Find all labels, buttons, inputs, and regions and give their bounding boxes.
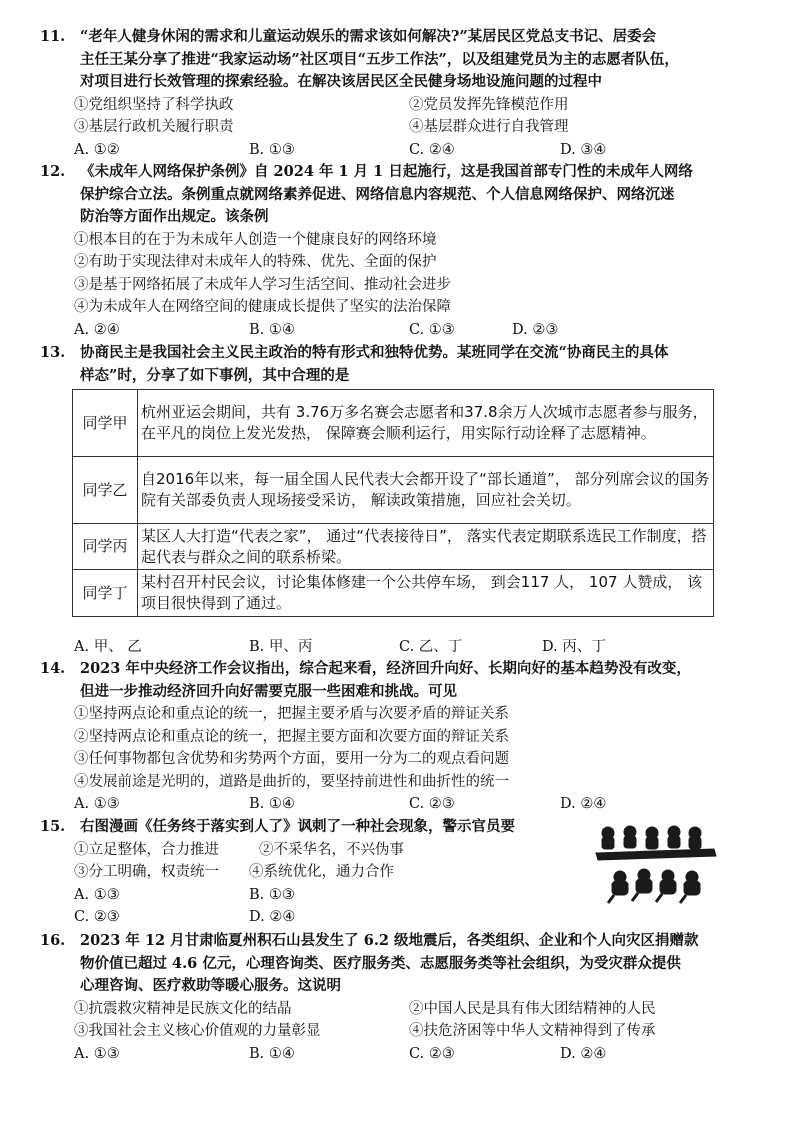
case-text: 某村召开村民会议，讨论集体修建一个公共停车场， 到会117 人， 107 人赞成， 该项目很快得到了通过。 (138, 570, 714, 617)
statement-item: ①坚持两点论和重点论的统一，把握主要矛盾与次要矛盾的辩证关系 (74, 706, 509, 722)
cartoon-illustration (594, 823, 726, 909)
table-row (73, 524, 714, 570)
question-stem: 2023 年 12 月甘肃临夏州积石山县发生了 6.2 级地震后，各类组织、企业和个人向灾区捐赠款 (80, 932, 699, 949)
question-stem: 物价值已超过 4.6 亿元，心理咨询类、医疗服务类、志愿服务类等社会组织，为受灾群众提供 (80, 954, 681, 972)
statement-item: ②坚持两点论和重点论的统一，把握主要方面和次要方面的辩证关系 (74, 728, 509, 745)
table-row (73, 457, 714, 524)
question-stem: 保护综合立法。条例重点就网络素养促进、网络信息内容规范、个人信息网络保护、网络沉迷 (80, 185, 675, 203)
question-12 (40, 161, 760, 341)
cartoon-figure-group-bottom (608, 869, 700, 903)
answer-option: C. ①③ (409, 321, 455, 338)
question-number: 14. (40, 660, 66, 677)
question-16 (40, 930, 760, 1065)
statement-item: ①根本目的在于为未成年人创造一个健康良好的网络环境 (74, 231, 437, 248)
cartoon-plank (596, 849, 716, 860)
cartoon-figure-group-top (602, 826, 701, 849)
question-number: 11. (40, 28, 66, 45)
answer-option: C. ②③ (409, 1045, 455, 1062)
answer-option: B. ①④ (249, 796, 295, 812)
question-13-options (40, 636, 760, 659)
statement-item: ③我国社会主义核心价值观的力量彰显 (74, 1023, 321, 1039)
answer-option: A. ①③ (74, 886, 120, 903)
statement-item: ②有助于实现法律对未成年人的特殊、优先、全面的保护 (74, 254, 437, 270)
statement-item: ④为未成年人在网络空间的健康成长提供了坚实的法治保障 (74, 299, 451, 315)
answer-option: A. ①② (74, 141, 120, 158)
question-stem: 对项目进行长效管理的探索经验。在解决该居民区全民健身场地设施问题的过程中 (80, 73, 602, 90)
answer-option: C. ②④ (409, 141, 455, 158)
question-stem: 防治等方面作出规定。该条例 (80, 208, 269, 225)
statement-item: ④系统优化，通力合作 (249, 864, 394, 880)
statement-item: ③基层行政机关履行职责 (74, 119, 234, 135)
student-label: 同学乙 (73, 457, 138, 524)
question-stem: 《未成年人网络保护条例》自 2024 年 1 月 1 日起施行，这是我国首部专门性的未成年人网络 (80, 163, 693, 180)
question-number: 13. (40, 344, 66, 361)
question-stem: 但进一步推动经济回升向好需要克服一些困难和挑战。可见 (80, 682, 457, 700)
answer-option: B. ①③ (249, 141, 295, 158)
statement-item: ②中国人民是具有伟大团结精神的人民 (409, 1000, 656, 1017)
question-13 (40, 342, 760, 387)
case-text: 自2016年以来，每一届全国人民代表大会都开设了“部长通道”， 部分列席会议的国务院有关部委负责人现场接受采访， 解读政策措施，回应社会关切。 (138, 457, 714, 524)
answer-option: C. ②③ (74, 909, 120, 925)
table-row (73, 570, 714, 617)
statement-item: ③是基于网络拓展了未成年人学习生活空间、推动社会进步 (74, 276, 451, 293)
statement-item: ④扶危济困等中华人文精神得到了传承 (409, 1023, 656, 1039)
answer-option: A. ①③ (74, 796, 120, 812)
question-stem: 右图漫画《任务终于落实到人了》讽刺了一种社会现象，警示官员要 (80, 818, 515, 835)
answer-option: A. ②④ (74, 321, 120, 338)
statement-item: ①抗震救灾精神是民族文化的结晶 (74, 1000, 292, 1017)
case-text: 某区人大打造“代表之家”， 通过“代表接待日”， 落实代表定期联系选民工作制度，搭起代表与群众之间的联系桥梁。 (138, 524, 714, 570)
question-stem: “老年人健身休闲的需求和儿童运动娱乐的需求该如何解决?”某居民区党总支书记、居委会 (80, 28, 657, 45)
statement-item: ④发展前途是光明的，道路是曲折的，要坚持前进性和曲折性的统一 (74, 773, 509, 790)
student-label: 同学丙 (73, 524, 138, 570)
table-row (73, 390, 714, 457)
question-number: 12. (40, 163, 66, 180)
answer-option: D. ②④ (560, 796, 607, 812)
answer-option: D. ②④ (560, 1045, 607, 1062)
statement-item: ②党员发挥先锋模范作用 (409, 96, 569, 113)
statement-item: ③分工明确，权责统一 (74, 864, 219, 880)
answer-option: B. ①④ (249, 1045, 295, 1062)
answer-option: B. ①③ (249, 886, 295, 903)
answer-option: A. 甲、 乙 (74, 639, 142, 655)
question-number: 16. (40, 932, 66, 949)
question-stem: 协商民主是我国社会主义民主政治的特有形式和独特优势。某班同学在交流“协商民主的具体 (80, 344, 669, 361)
student-label: 同学丁 (73, 570, 138, 617)
case-text: 杭州亚运会期间，共有 3.76万多名赛会志愿者和37.8余万人次城市志愿者参与服务， 在平凡的岗位上发光发热， 保障赛会顺利运行，用实际行动诠释了志愿精神。 (138, 390, 714, 457)
answer-option: B. 甲、丙 (249, 639, 313, 655)
statement-item: ④基层群众进行自我管理 (409, 119, 569, 135)
answer-option: D. ②④ (249, 909, 296, 925)
question-stem: 主任王某分享了推进“我家运动场”社区项目“五步工作法”，以及组建党员为主的志愿者队伍， (80, 50, 679, 68)
answer-option: D. ③④ (560, 141, 607, 158)
case-table (72, 389, 714, 617)
statement-item: ③任何事物都包含优势和劣势两个方面，要用一分为二的观点看问题 (74, 751, 509, 767)
answer-option: C. ②③ (409, 796, 455, 812)
question-number: 15. (40, 818, 66, 835)
statement-item: ②不采华名，不兴伪事 (259, 841, 404, 858)
question-11 (40, 26, 760, 161)
answer-option: D. 丙、丁 (542, 639, 606, 655)
answer-option: A. ①③ (74, 1045, 120, 1062)
student-label: 同学甲 (73, 390, 138, 457)
question-stem: 心理咨询、医疗救助等暖心服务。这说明 (80, 977, 341, 994)
question-14 (40, 658, 760, 816)
question-stem: 样态”时，分享了如下事例，其中合理的是 (80, 366, 350, 384)
answer-option: C. 乙、丁 (399, 639, 463, 655)
question-stem: 2023 年中央经济工作会议指出，综合起来看，经济回升向好、长期向好的基本趋势没有改变， (80, 660, 691, 677)
answer-option: D. ②③ (512, 321, 559, 338)
answer-option: B. ①④ (249, 321, 295, 338)
statement-item: ①立足整体，合力推进 (74, 841, 219, 858)
statement-item: ①党组织坚持了科学执政 (74, 96, 234, 113)
